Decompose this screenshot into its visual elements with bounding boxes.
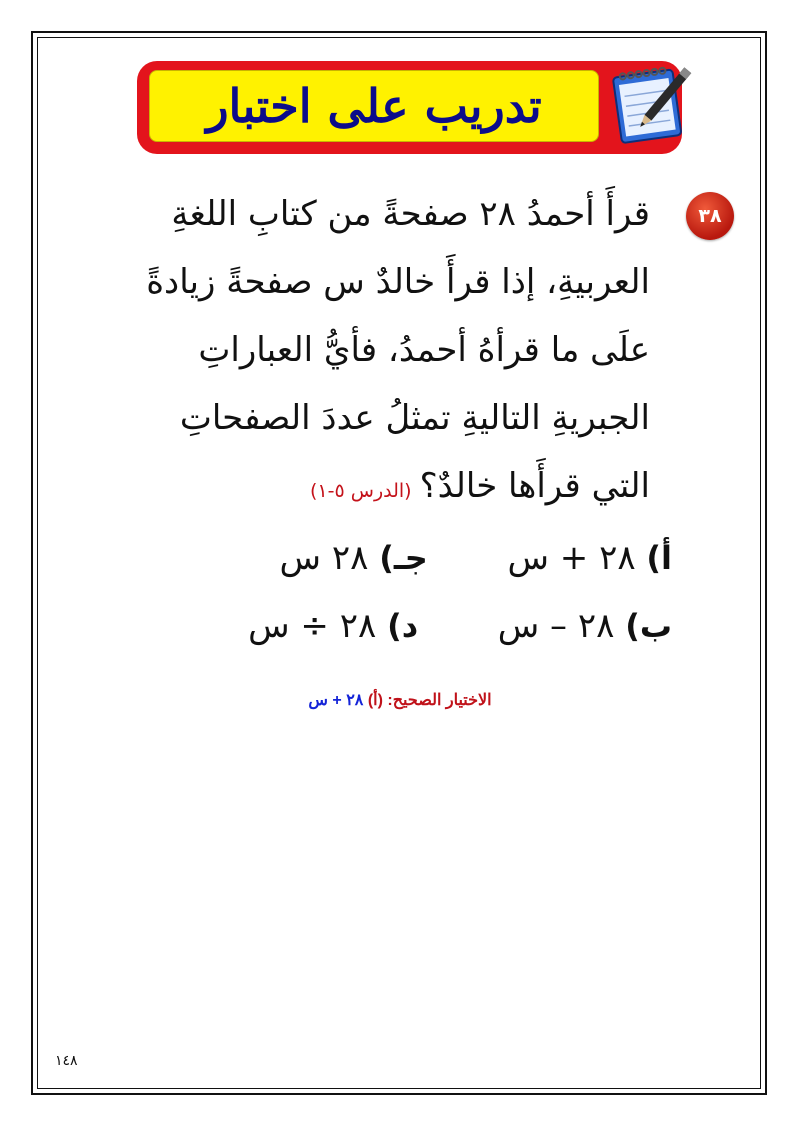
page-number: ١٤٨: [55, 1053, 78, 1069]
option-letter: أ): [646, 539, 672, 577]
answer-value: ٢٨ + س: [308, 692, 364, 709]
options-row-1: [280, 538, 672, 578]
correct-answer: [0, 690, 800, 710]
option-value: ٢٨ س: [279, 538, 369, 578]
answer-letter: (أ): [367, 692, 383, 709]
question-number-badge: ٣٨: [686, 192, 734, 240]
question-line-last: [310, 466, 650, 506]
question-line: التي قرأَها خالدٌ؟: [419, 466, 650, 506]
option-letter: ب): [625, 607, 672, 645]
option-letter: د): [387, 607, 419, 645]
option-value: ٢٨ + س: [507, 538, 636, 578]
option-value: ٢٨ – س: [497, 606, 615, 646]
question-line: علَى ما قرأهُ أحمدُ، فأيُّ العباراتِ: [198, 330, 650, 370]
question-line: قرأَ أحمدُ ٢٨ صفحةً من كتابِ اللغةِ: [171, 194, 650, 234]
question-line: الجبريةِ التاليةِ تمثلُ عددَ الصفحاتِ: [179, 398, 650, 438]
option-letter: جـ): [379, 539, 428, 577]
lesson-reference: (الدرس ٥-١): [310, 480, 412, 502]
banner-title: تدريب على اختبار: [206, 79, 542, 133]
question-line: العربيةِ، إذا قرأَ خالدٌ س صفحةً زيادةً: [146, 262, 650, 302]
option-value: ٢٨ ÷ س: [248, 606, 377, 646]
notepad-pen-icon: [603, 59, 695, 151]
answer-label: الاختيار الصحيح:: [387, 692, 492, 709]
options-row-2: [248, 606, 672, 646]
